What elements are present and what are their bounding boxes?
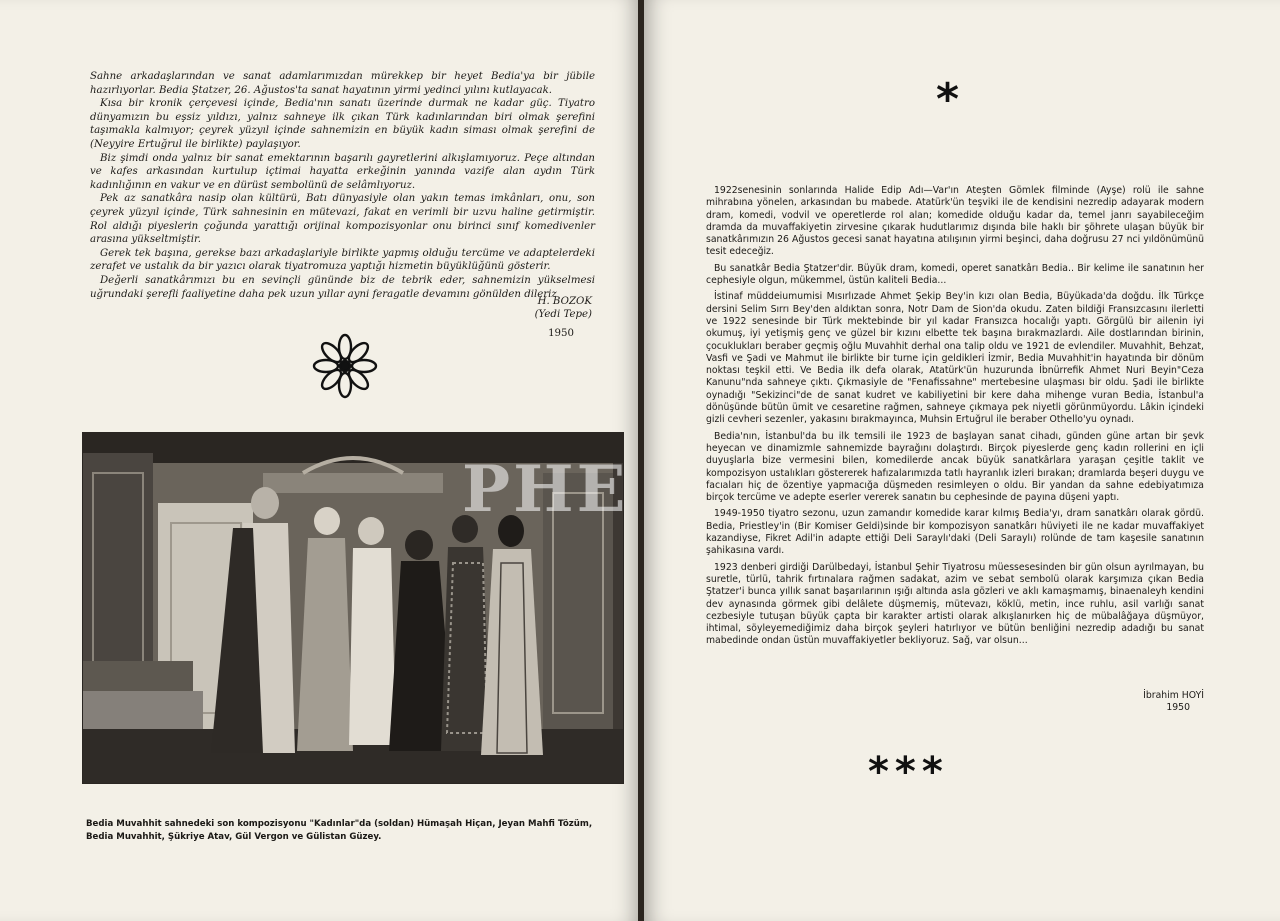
- left-paragraph: Kısa bir kronik çerçevesi içinde, Bedia'nın sanatı üzerinde durmak ne kadar güç. Tiyatro dünyamızın bu eşsiz yıldızı, yalnız sahneye ilk çıkan Türk kadınlarından biri olmak şerefini taşımakla kalmıyor; çeyrek yüzyıl içinde sahnemizin en büyük kadın siması olmak şerefini de (Neyyire Ertuğrul ile birlikte) paylaşıyor.: [90, 98, 595, 150]
- watermark: PHE: [462, 452, 629, 527]
- left-paragraph: Biz şimdi onda yalnız bir sanat emektarının başarılı gayretlerini alkışlamıyoruz. Peçe altından ve kafes arkasından kurtulup içtimai hayatta erkeğinin yanında vazife alan aydın Türk kadınlığının en vakur ve en dürüst sembolünü de selâmlıyoruz.: [90, 152, 595, 191]
- right-paragraph: 1923 denberi girdiği Darülbedayi, İstanbul Şehir Tiyatrosu müessesesinden bir gün olsun ayrılmayan, bu suretle, türlü, tahrik fırtınalara rağmen sadakat, azim ve sebat sembolü olarak karşımıza çıkan Bedia Ştatzer'i bunca yıllık sanat başarılarının ışığı altında asla gözleri ve aklı kamaşmamış, binaenaleyh kendini dev aynasında görmek gibi delâlete düşmemiş, mütevazı, köklü, metin, ince ruhlu, asil varlığı sanat cezbesiyle tutuşan büyük çapta bir karakter artisti olarak alkışlanırken hiç de mübalâğaya düşmüyor, ihtimal, söyleyemediğimiz daha birçok şeyleri hatırlıyor ve bütün benliğini nezredip adadığı bu sanat mabedinde ondan üstün muvaffakiyetler bekliyoruz. Sağ, var olsun...: [706, 561, 1204, 647]
- right-signature-name: İbrahim HOYİ: [1143, 690, 1204, 701]
- right-paragraph: Bu sanatkâr Bedia Ştatzer'dir. Büyük dram, komedi, operet sanatkârı Bedia.. Bir kelime ile sanatının her cephesiyle olgun, mükemmel, üstün kaliteli Bedia...: [706, 262, 1204, 287]
- left-signature-source: (Yedi Tepe): [534, 309, 592, 320]
- right-paragraph: 1949-1950 tiyatro sezonu, uzun zamandır komedide karar kılmış Bedia'yı, dram sanatkârı olarak gördü. Bedia, Priestley'in (Bir Komiser Geldi)sinde bir kompozisyon sanatkârı hüviyeti ile ne kadar muvaffakiyet kazandiyse, Fikret Adil'in adapte ettiği Deli Saraylı'daki (Deli Saraylı) rolünde de tam kaşesile sanatının şahikasına vardı.: [706, 508, 1204, 557]
- flower-ornament-icon: [312, 333, 378, 399]
- left-signature-name: H. BOZOK: [537, 296, 592, 307]
- right-paragraph: 1922senesinin sonlarında Halide Edip Adı—Var'ın Ateşten Gömlek filminde (Ayşe) rolü ile sahne mihrabına yönelen, arkasından bu mabede. Atatürk'ün teşviki ile de kendisini nezredip adayarak modern dram, komedi, vodvil ve operetlerde rol alan; komedide olduğu kadar da, temel janrı sayabileceğim dramda da muvaffakiyetin zirvesine çıkarak hudutlarımız dışında bile haklı bir şöhrete ulaşan büyük bir sanatkârımızın 26 Ağustos gecesi sanat hayatına atılışının yirmi beşinci, daha doğrusu 27 nci yıldönümünü tesit edeceğiz.: [706, 185, 1204, 258]
- right-article: [706, 185, 1204, 652]
- right-paragraph: Bedia'nın, İstanbul'da bu ilk temsili ile 1923 de başlayan sanat cihadı, günden güne artan bir şevk heyecan ve dinamizmle sahnemizde bayrağını dolaştırdı. Birçok piyeslerde genç kadın rollerini en içli duyuşlarla bize vermesini bilen, komedilerde ancak büyük sanatkârlara yaraşan çeşitle taklit ve kompozisyon ustalıkları göstererek hafızalarımızda tatlı hayranlık izleri bırakan; dramlarda beşeri duygu ve facıaları hiç de özentiye yapmacığa düşmeden resimleyen o oldu. Bir yandan da sahne edebiyatımıza birçok tercüme ve adepte eserler vererek sanatın bu cephesinde de payına düşeni yaptı.: [706, 430, 1204, 504]
- right-paragraph: İstinaf müddeiumumisi Mısırlızade Ahmet Şekip Bey'in kızı olan Bedia, Büyükada'da doğdu. İlk Türkçe dersini Selim Sırrı Bey'den aldıktan sonra, Notr Dam de Sion'da okudu. Zaten bildiği Fransızcasını ilerletti ve 1922 senesinde bir Türk mektebinde bir yıl kadar Fransızca hocalığı yaptı. Görgülü bir ailenin iyi okumuş, iyi yetişmiş genç ve güzel bir kızını elbette tek başına bırakmazlardı. Aile dostlarından birinin, çocuklukları beraber geçmiş oğlu Muvahhit derhal ona talip oldu ve 1921 de evlendiler. Muvahhit, Behzat, Vasfi ve Şadi ve Mahmut ile birlikte bir turne için geldikleri İzmir, Bedia Muvahhit'in hayatında bir dönüm noktası teşkil etti. Ve Bedia ilk defa olarak, Atatürk'ün huzurunda İbnürrefik Ahmet Nuri Beyin"Ceza Kanunu"nda sahneye çıktı. Çıkmasiyle de "Fenafissahne" mertebesine ulaşması bir oldu. Şadi ile birlikte oynadığı "Sekizinci"de de sanat kudret ve kabiliyetini bir kere daha mihenge vuran Bedia, İstanbul'a dönüşünde bütün ümit ve cesaretine rağmen, sahneye çıkmaya pek niyetli görünmüyordu. Lâkin içindeki gizli cevheri sezenler, yakasını bırakmayınca, Muhsin Ertuğrul ile beraber Othello'yu oynadı.: [706, 291, 1204, 426]
- triple-asterisk-ornament-icon: ***: [868, 749, 949, 795]
- left-paragraph: Sahne arkadaşlarından ve sanat adamlarımızdan mürekkep bir heyet Bedia'ya bir jübile hazırlıyorlar. Bedia Ştatzer, 26. Ağustos'ta sanat hayatının yirmi yedinci yılını kutlayacak.: [90, 71, 595, 96]
- left-article: [90, 70, 595, 301]
- left-paragraph: Değerli sanatkârımızı bu en sevinçli gününde biz de tebrik eder, sahnemizin yükselmesi uğrundaki şerefli faaliyetine daha pek uzun yıllar ayni feragatle devamını gönülden dileriz: [90, 274, 595, 300]
- asterisk-ornament-icon: *: [936, 74, 960, 125]
- left-paragraph: Pek az sanatkâra nasip olan kültürü, Batı dünyasiyle olan yakın temas imkânları, onu, son çeyrek yüzyıl içinde, Türk sahnesinin en mütevazi, fakat en verimli bir uzvu haline getirmiştir. Rol aldığı piyeslerin çoğunda yarattığı orijinal kompozisyonlar onu birinci sınıf komedivenler arasına yükseltmiştir.: [90, 193, 595, 246]
- right-signature-year: 1950: [1166, 702, 1190, 713]
- photo-caption: Bedia Muvahhit sahnedeki son kompozisyonu "Kadınlar"da (soldan) Hümaşah Hiçan, Jeyan Mahfi Tözüm, Bedia Muvahhit, Şükriye Atav, Gül Vergon ve Gülistan Güzey.: [86, 819, 593, 842]
- left-signature-year: 1950: [548, 328, 574, 339]
- left-paragraph: Gerek tek başına, gerekse bazı arkadaşlariyle birlikte yapmış olduğu tercüme ve adaptelerdeki zerafet ve ustalık da bir yazıcı olarak tiyatromuza yaptığı hizmetin büyüklüğünü gösterir.: [90, 247, 595, 273]
- right-page: [644, 0, 1280, 921]
